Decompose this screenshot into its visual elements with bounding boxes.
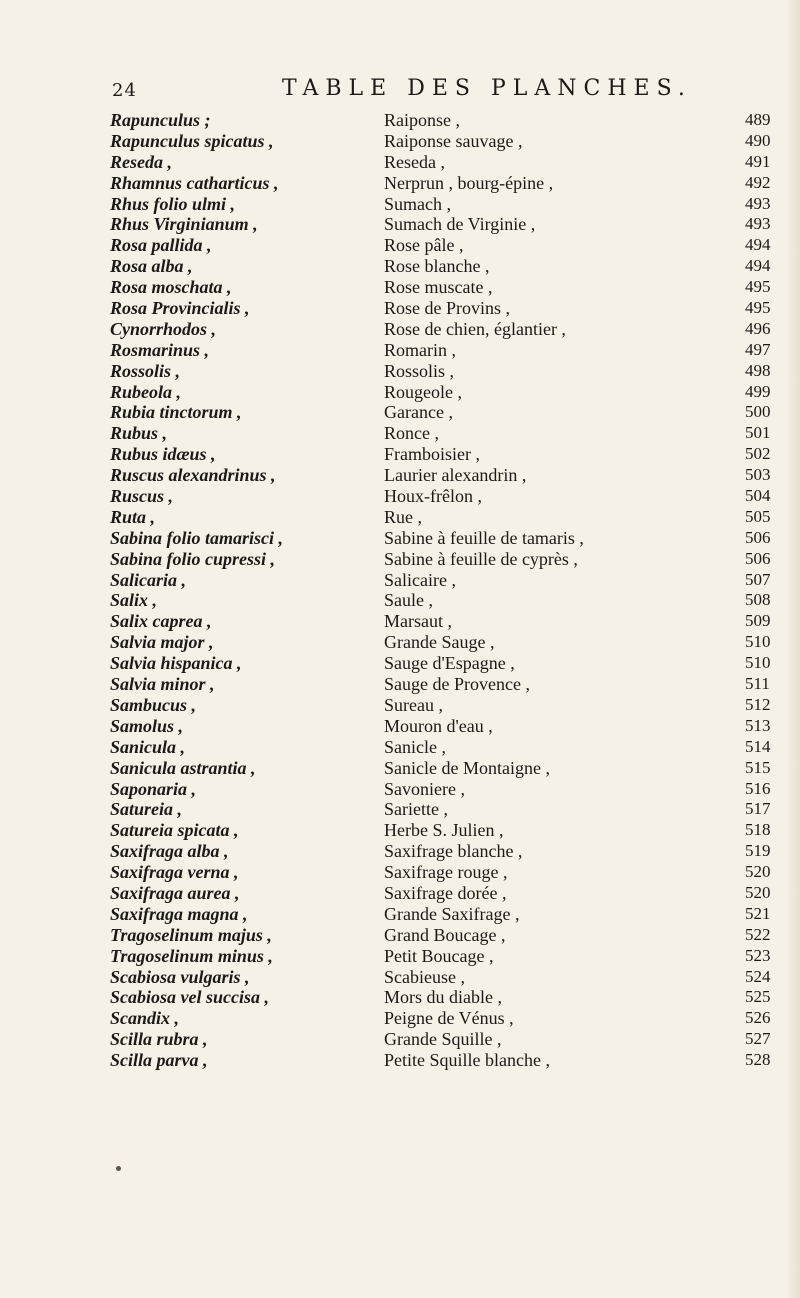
latin-name: Saponaria ,: [110, 778, 197, 799]
latin-name: Rapunculus spicatus ,: [110, 130, 274, 151]
table-row: [0, 277, 800, 298]
latin-name: Scabiosa vel succisa ,: [110, 987, 269, 1008]
plate-number: 509: [745, 611, 771, 631]
french-name: Sumach ,: [384, 193, 451, 214]
french-name: Rose de chien, églantier ,: [384, 318, 566, 339]
french-name: Scabieuse ,: [384, 966, 465, 987]
latin-name: Scabiosa vulgaris ,: [110, 966, 250, 987]
ink-dot: [116, 1166, 121, 1171]
table-row: [0, 841, 800, 862]
french-name: Savoniere ,: [384, 778, 465, 799]
french-name: Grande Sauge ,: [384, 632, 495, 653]
plate-number: 503: [745, 465, 771, 485]
french-name: Rossolis ,: [384, 360, 455, 381]
table-row: [0, 444, 800, 465]
latin-name: Rosa Provincialis ,: [110, 298, 250, 319]
running-title: TABLE DES PLANCHES.: [282, 76, 692, 101]
plate-number: 521: [745, 903, 771, 923]
french-name: Saxifrage rouge ,: [384, 862, 508, 883]
table-row: [0, 486, 800, 507]
latin-name: Rhamnus catharticus ,: [110, 172, 279, 193]
table-row: [0, 549, 800, 570]
plate-number: 507: [745, 569, 771, 589]
french-name: Ronce ,: [384, 423, 439, 444]
french-name: Sauge de Provence ,: [384, 674, 530, 695]
french-name: Mors du diable ,: [384, 987, 502, 1008]
latin-name: Ruscus ,: [110, 486, 174, 507]
french-name: Nerprun , bourg-épine ,: [384, 172, 554, 193]
latin-name: Scilla parva ,: [110, 1050, 208, 1071]
plate-number: 505: [745, 506, 771, 526]
plate-number: 492: [745, 172, 771, 192]
french-name: Mouron d'eau ,: [384, 715, 493, 736]
table-row: [0, 131, 800, 152]
french-name: Saxifrage dorée ,: [384, 882, 507, 903]
latin-name: Saxifraga alba ,: [110, 841, 229, 862]
french-name: Grande Saxifrage ,: [384, 903, 520, 924]
plate-number: 501: [745, 423, 771, 443]
plate-number: 504: [745, 486, 771, 506]
french-name: Sanicle ,: [384, 736, 446, 757]
latin-name: Salvia major ,: [110, 632, 214, 653]
page-edge-shading: [786, 0, 800, 1298]
plate-number: 523: [745, 945, 771, 965]
latin-name: Tragoselinum majus ,: [110, 924, 272, 945]
table-row: [0, 632, 800, 653]
table-row: [0, 570, 800, 591]
latin-name: Ruta ,: [110, 506, 156, 527]
table-row: [0, 528, 800, 549]
table-row: [0, 382, 800, 403]
latin-name: Scilla rubra ,: [110, 1029, 208, 1050]
latin-name: Satureia spicata ,: [110, 820, 239, 841]
plate-number: 522: [745, 924, 771, 944]
table-row: [0, 361, 800, 382]
table-row: [0, 465, 800, 486]
latin-name: Rosmarinus ,: [110, 339, 210, 360]
table-row: [0, 194, 800, 215]
table-row: [0, 110, 800, 131]
plate-number: 513: [745, 715, 771, 735]
french-name: Peigne de Vénus ,: [384, 1008, 514, 1029]
french-name: Saule ,: [384, 590, 433, 611]
latin-name: Sambucus ,: [110, 694, 197, 715]
table-row: [0, 173, 800, 194]
latin-name: Rubia tinctorum ,: [110, 402, 242, 423]
french-name: Rue ,: [384, 506, 422, 527]
table-row: [0, 716, 800, 737]
french-name: Laurier alexandrin ,: [384, 465, 527, 486]
french-name: Saxifrage blanche ,: [384, 841, 523, 862]
table-row: [0, 319, 800, 340]
latin-name: Sanicula ,: [110, 736, 186, 757]
latin-name: Rossolis ,: [110, 360, 181, 381]
plate-number: 508: [745, 590, 771, 610]
latin-name: Salix ,: [110, 590, 158, 611]
french-name: Sumach de Virginie ,: [384, 214, 536, 235]
plate-number: 520: [745, 882, 771, 902]
plate-number: 496: [745, 318, 771, 338]
latin-name: Rubeola ,: [110, 381, 182, 402]
latin-name: Salicaria ,: [110, 569, 187, 590]
french-name: Sabine à feuille de tamaris ,: [384, 527, 584, 548]
latin-name: Rosa pallida ,: [110, 235, 212, 256]
french-name: Sauge d'Espagne ,: [384, 653, 515, 674]
latin-name: Rosa moschata ,: [110, 277, 232, 298]
french-name: Sabine à feuille de cyprès ,: [384, 548, 578, 569]
plate-number: 512: [745, 694, 771, 714]
latin-name: Saxifraga verna ,: [110, 862, 239, 883]
french-name: Sureau ,: [384, 694, 443, 715]
table-row: [0, 820, 800, 841]
table-row: [0, 152, 800, 173]
latin-name: Sabina folio tamarisci ,: [110, 527, 284, 548]
french-name: Sariette ,: [384, 799, 448, 820]
latin-name: Satureia ,: [110, 799, 183, 820]
table-row: [0, 737, 800, 758]
french-name: Herbe S. Julien ,: [384, 820, 504, 841]
latin-name: Rosa alba ,: [110, 256, 193, 277]
table-row: [0, 967, 800, 988]
plate-number: 497: [745, 339, 771, 359]
page-number: 24: [112, 80, 137, 101]
plate-number: 520: [745, 862, 771, 882]
plate-number: 515: [745, 757, 771, 777]
plate-number: 527: [745, 1029, 771, 1049]
table-row: [0, 862, 800, 883]
table-row: [0, 298, 800, 319]
page-header: [112, 76, 752, 106]
plate-number: 500: [745, 402, 771, 422]
plate-number: 528: [745, 1050, 771, 1070]
plate-number: 517: [745, 799, 771, 819]
latin-name: Samolus ,: [110, 715, 184, 736]
table-row: [0, 611, 800, 632]
french-name: Petit Boucage ,: [384, 945, 494, 966]
table-row: [0, 946, 800, 967]
table-row: [0, 695, 800, 716]
french-name: Rougeole ,: [384, 381, 462, 402]
french-name: Raiponse ,: [384, 110, 460, 130]
latin-name: Sabina folio cupressi ,: [110, 548, 276, 569]
table-row: [0, 779, 800, 800]
table-row: [0, 256, 800, 277]
latin-name: Salvia hispanica ,: [110, 653, 242, 674]
latin-name: Reseda ,: [110, 151, 172, 172]
table-row: [0, 653, 800, 674]
plate-number: 493: [745, 214, 771, 234]
plate-number: 494: [745, 256, 771, 276]
plate-number: 516: [745, 778, 771, 798]
plate-number: 526: [745, 1008, 771, 1028]
plate-number: 495: [745, 298, 771, 318]
plate-number: 490: [745, 130, 771, 150]
plate-number: 510: [745, 632, 771, 652]
table-row: [0, 1008, 800, 1029]
french-name: Rose blanche ,: [384, 256, 490, 277]
plate-number: 506: [745, 527, 771, 547]
table-row: [0, 402, 800, 423]
plate-number: 498: [745, 360, 771, 380]
table-row: [0, 590, 800, 611]
french-name: Romarin ,: [384, 339, 456, 360]
plate-number: 511: [745, 674, 770, 694]
table-row: [0, 235, 800, 256]
plate-number: 495: [745, 277, 771, 297]
french-name: Houx-frêlon ,: [384, 486, 482, 507]
french-name: Petite Squille blanche ,: [384, 1050, 550, 1071]
table-row: [0, 925, 800, 946]
latin-name: Ruscus alexandrinus ,: [110, 465, 276, 486]
latin-name: Sanicula astrantia ,: [110, 757, 256, 778]
table-row: [0, 758, 800, 779]
french-name: Salicaire ,: [384, 569, 456, 590]
latin-name: Rubus idæus ,: [110, 444, 216, 465]
latin-name: Rapunculus ;: [110, 110, 211, 130]
plate-number: 494: [745, 235, 771, 255]
plate-number: 518: [745, 820, 771, 840]
latin-name: Salix caprea ,: [110, 611, 212, 632]
plate-number: 514: [745, 736, 771, 756]
table-row: [0, 1050, 800, 1071]
plate-number: 491: [745, 151, 771, 171]
table-row: [0, 507, 800, 528]
french-name: Rose muscate ,: [384, 277, 493, 298]
french-name: Framboisier ,: [384, 444, 480, 465]
table-row: [0, 904, 800, 925]
latin-name: Salvia minor ,: [110, 674, 215, 695]
plate-number: 502: [745, 444, 771, 464]
latin-name: Tragoselinum minus ,: [110, 945, 273, 966]
plate-number: 489: [745, 110, 771, 129]
latin-name: Rubus ,: [110, 423, 168, 444]
plate-number: 493: [745, 193, 771, 213]
plates-table: [0, 110, 800, 1071]
french-name: Rose de Provins ,: [384, 298, 510, 319]
plate-number: 510: [745, 653, 771, 673]
table-row: [0, 883, 800, 904]
plate-number: 525: [745, 987, 771, 1007]
table-row: [0, 423, 800, 444]
latin-name: Saxifraga aurea ,: [110, 882, 240, 903]
latin-name: Rhus folio ulmi ,: [110, 193, 236, 214]
french-name: Raiponse sauvage ,: [384, 130, 523, 151]
table-row: [0, 674, 800, 695]
french-name: Marsaut ,: [384, 611, 452, 632]
table-row: [0, 340, 800, 361]
plate-number: 506: [745, 548, 771, 568]
table-row: [0, 987, 800, 1008]
french-name: Grand Boucage ,: [384, 924, 506, 945]
latin-name: Rhus Virginianum ,: [110, 214, 258, 235]
plate-number: 524: [745, 966, 771, 986]
french-name: Rose pâle ,: [384, 235, 464, 256]
plate-number: 499: [745, 381, 771, 401]
plate-number: 519: [745, 841, 771, 861]
latin-name: Scandix ,: [110, 1008, 180, 1029]
french-name: Grande Squille ,: [384, 1029, 502, 1050]
table-row: [0, 799, 800, 820]
table-row: [0, 214, 800, 235]
french-name: Garance ,: [384, 402, 453, 423]
latin-name: Cynorrhodos ,: [110, 318, 217, 339]
french-name: Sanicle de Montaigne ,: [384, 757, 550, 778]
table-row: [0, 1029, 800, 1050]
french-name: Reseda ,: [384, 151, 445, 172]
latin-name: Saxifraga magna ,: [110, 903, 248, 924]
